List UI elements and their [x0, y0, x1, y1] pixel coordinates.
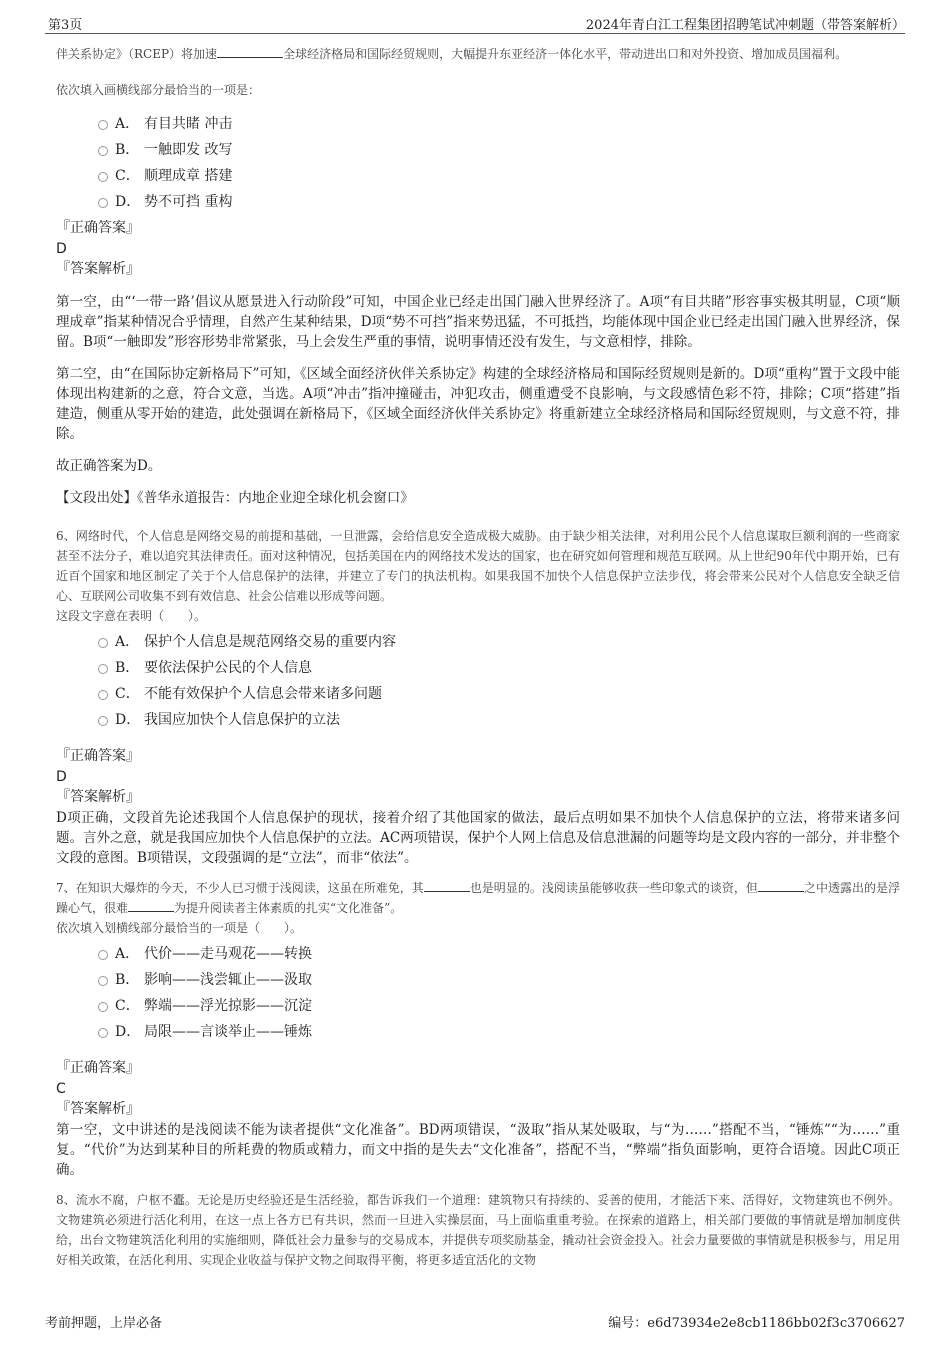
analysis-paragraph: D项正确，文段首先论述我国个人信息保护的现状，接着介绍了其他国家的做法，最后点明如果不加快个人信息保护的立法，将带来诸多问题。言外之意，就是我国应加快个人信息保护的立法。AC两项错误，保护个人网上信息及信息泄漏的问题等均是文段内容的一部分，并非整个文段的意图。B项错误，文段强调的是“立法”，而非“依法”。 — [56, 810, 900, 866]
radio-button[interactable] — [98, 976, 108, 986]
analysis-paragraph: 第一空，文中讲述的是浅阅读不能为读者提供“文化准备”。BD两项错误，“汲取”指从某处吸取，与“为……”搭配不当，“锤炼”“为……”重复。“代价”为达到某种目的所耗费的物质或精力，而文中指的是失去“文化准备”，搭配不当，“弊端”指负面影响，更符合语境。因此C项正确。 — [56, 1122, 900, 1178]
answer-label: 『正确答案』 — [56, 220, 140, 236]
analysis-paragraph-2: 第二空，由“在国际协定新格局下”可知，《区域全面经济伙伴关系协定》构建的全球经济格局和国际经贸规则是新的。D项“重构”置于文段中能体现出构建新的之意，符合文意，当选。A项“冲击”指冲撞碰击，冲犯攻击，侧重遭受不良影响，与文段感情色彩不符，排除；C项“搭建”指建造，侧重从零开始的建造，此处强调在新格局下，《区域全面经济伙伴关系协定》将重新建立全球经济格局和国际经贸规则，与文意不符，排除。 — [56, 366, 900, 442]
q7-stem: 7、在知识大爆炸的今天，不少人已习惯于浅阅读，这虽在所难免，其 也是明显的。浅阅读虽能够收获一些印象式的谈资，但 之中透露出的是浮躁心气，很难 为提升阅读者主体素质的扎实“文化准备”。 — [56, 881, 900, 915]
option-b[interactable]: B． 要依法保护公民的个人信息 — [56, 654, 900, 680]
radio-button[interactable] — [98, 1028, 108, 1038]
document-title: 2024年青白江工程集团招聘笔试冲刺题（带答案解析） — [585, 18, 905, 33]
fill-blank — [217, 45, 283, 58]
answer-label: 『正确答案』 — [56, 748, 140, 764]
q6-prompt: 这段文字意在表明（ ）。 — [56, 609, 207, 623]
option-c[interactable]: C． 不能有效保护个人信息会带来诸多问题 — [56, 680, 900, 706]
q5-options — [56, 110, 900, 214]
radio-button[interactable] — [98, 146, 108, 156]
fill-blank — [424, 879, 470, 892]
option-b[interactable]: B． 一触即发 改写 — [56, 136, 900, 162]
radio-button[interactable] — [98, 1002, 108, 1012]
radio-button[interactable] — [98, 120, 108, 130]
q6-stem: 6、网络时代，个人信息是网络交易的前提和基础，一旦泄露，会给信息安全造成极大威胁。由于缺少相关法律，对利用公民个人信息谋取巨额利润的一些商家甚至不法分子，难以追究其法律责任。面对这种情况，包括美国在内的网络技术发达的国家，也在研究如何管理和规范互联网。从上世纪90年代中期开始，已有近百个国家和地区制定了关于个人信息保护的法律，并建立了专门的执法机构。如果我国不加快个人信息保护立法步伐，将会带来公民对个人信息安全缺乏信心、互联网公司收集不到有效信息、社会公信难以形成等问题。 — [56, 529, 900, 603]
radio-button[interactable] — [98, 198, 108, 208]
option-a[interactable]: A． 保护个人信息是规范网络交易的重要内容 — [56, 628, 900, 654]
analysis-label: 『答案解析』 — [56, 1101, 140, 1117]
option-d[interactable]: D． 局限——言谈举止——锤炼 — [56, 1018, 900, 1044]
q6-options — [56, 628, 900, 732]
fill-blank — [128, 899, 174, 912]
source-citation: 【文段出处】《普华永道报告：内地企业迎全球化机会窗口》 — [56, 490, 414, 506]
radio-button[interactable] — [98, 638, 108, 648]
answer-value: D — [56, 769, 67, 785]
analysis-paragraph-1: 第一空，由“‘一带一路’倡议从愿景进入行动阶段”可知，中国企业已经走出国门融入世界经济了。A项“有目共睹”形容事实极其明显，C项“顺理成章”指某种情况合乎情理，自然产生某种结果，D项“势不可挡”指来势迅猛，不可抵挡，均能体现中国企业已经走出国门融入世界经济，保留。B项“一触即发”形容形势非常紧张，马上会发生严重的事情，说明事情还没有发生，与文意相悖，排除。 — [56, 294, 900, 350]
q7-options — [56, 940, 900, 1044]
page-number: 第3页 — [48, 18, 83, 33]
answer-value: D — [56, 241, 67, 257]
q5-prompt: 依次填入画横线部分最恰当的一项是： — [56, 83, 261, 97]
answer-value: C — [56, 1081, 66, 1097]
option-c[interactable]: C． 顺理成章 搭建 — [56, 162, 900, 188]
footer-slogan: 考前押题，上岸必备 — [45, 1316, 163, 1331]
option-b[interactable]: B． 影响——浅尝辄止——汲取 — [56, 966, 900, 992]
q5-stem-tail: 伴关系协定》（RCEP）将加速 全球经济格局和国际经贸规则，大幅提升东亚经济一体化水平，带动进出口和对外投资、增加成员国福利。 — [56, 47, 848, 61]
analysis-label: 『答案解析』 — [56, 789, 140, 805]
option-a[interactable]: A． 有目共睹 冲击 — [56, 110, 900, 136]
radio-button[interactable] — [98, 664, 108, 674]
answer-label: 『正确答案』 — [56, 1060, 140, 1076]
option-d[interactable]: D． 势不可挡 重构 — [56, 188, 900, 214]
fill-blank — [758, 879, 804, 892]
analysis-label: 『答案解析』 — [56, 261, 140, 277]
radio-button[interactable] — [98, 172, 108, 182]
page-header — [0, 0, 950, 34]
option-c[interactable]: C． 弊端——浮光掠影——沉淀 — [56, 992, 900, 1018]
radio-button[interactable] — [98, 716, 108, 726]
analysis-conclusion: 故正确答案为D。 — [56, 458, 162, 474]
document-id: 编号：e6d73934e2e8cb1186bb02f3c3706627 — [608, 1316, 905, 1331]
q7-prompt: 依次填入划横线部分最恰当的一项是（ ）。 — [56, 921, 303, 935]
header-divider — [45, 33, 905, 34]
page-content — [56, 44, 900, 1270]
q8-stem: 8、流水不腐，户枢不蠹。无论是历史经验还是生活经验，都告诉我们一个道理：建筑物只有持续的、妥善的使用，才能活下来、活得好，文物建筑也不例外。文物建筑必须进行活化利用，在这一点上各方已有共识，然而一旦进入实操层面，马上面临重重考验。在探索的道路上，相关部门要做的事情就是增加制度供给，出台文物建筑活化利用的实施细则，降低社会力量参与的交易成本，并提供专项奖励基金，撬动社会资金投入。社会力量要做的事情就是积极参与，用足用好相关政策，在活化利用、实现企业收益与保护文物之间取得平衡，将更多适宜活化的文物 — [56, 1193, 900, 1267]
option-a[interactable]: A． 代价——走马观花——转换 — [56, 940, 900, 966]
radio-button[interactable] — [98, 950, 108, 960]
option-d[interactable]: D． 我国应加快个人信息保护的立法 — [56, 706, 900, 732]
radio-button[interactable] — [98, 690, 108, 700]
